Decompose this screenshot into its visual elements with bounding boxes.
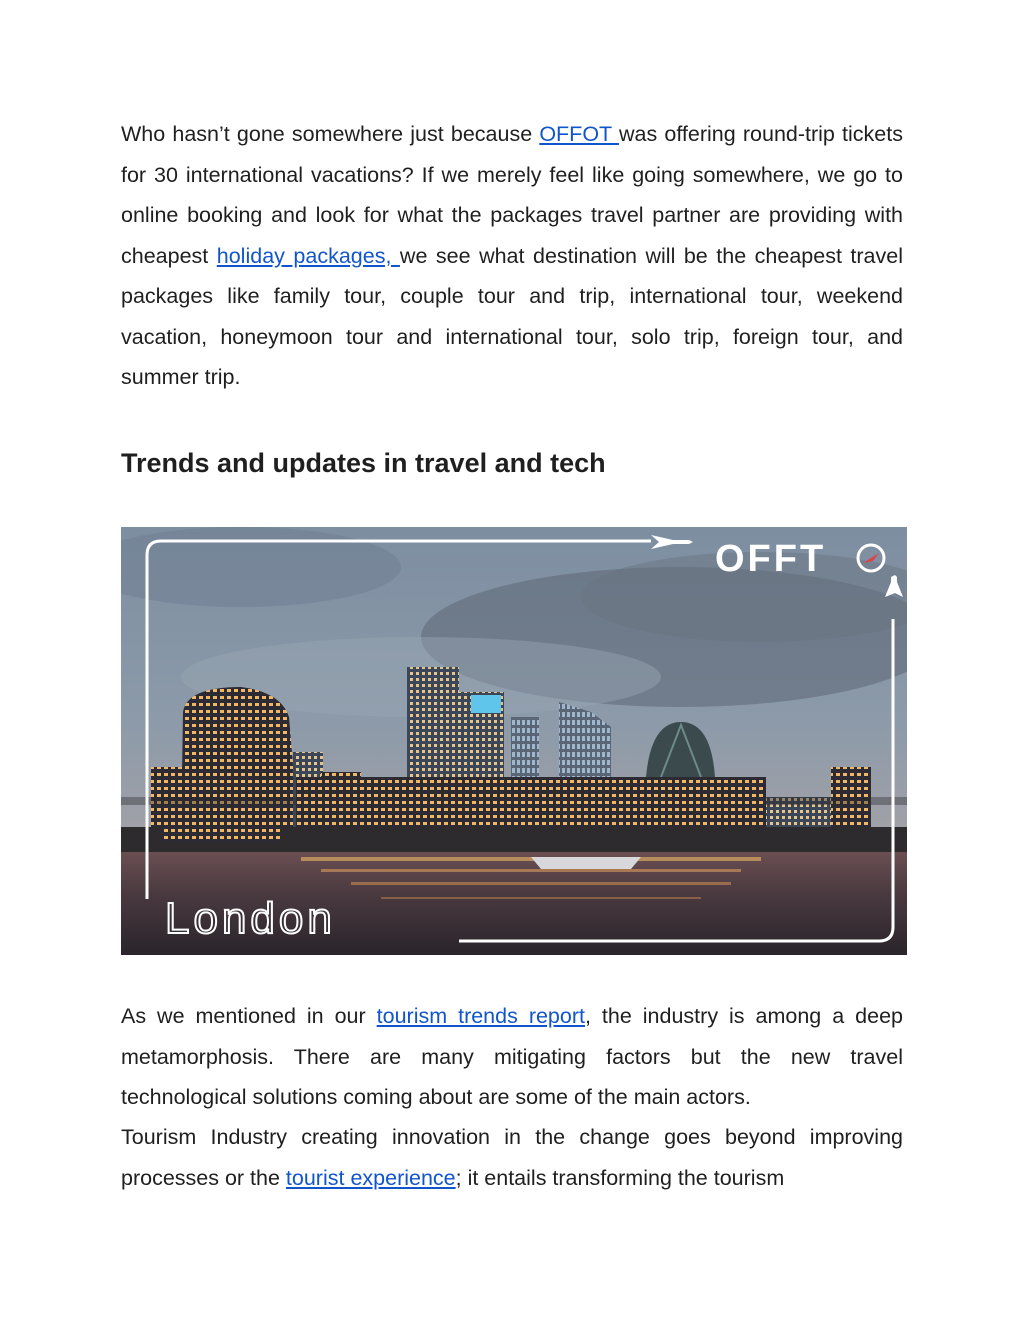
text-run: ; it entails transforming the tourism bbox=[455, 1165, 785, 1190]
text-run: we see what destination will be the cheapest travel packages like family tour, couple tour and trip, international tour, weekend vacation, honeymoon tour and international tour, solo trip, foreign tour, and summer trip. bbox=[121, 243, 903, 389]
innovation-paragraph bbox=[121, 1117, 903, 1198]
text-run: As we mentioned in our bbox=[121, 1004, 377, 1028]
trends-paragraph bbox=[121, 996, 903, 1118]
london-skyline-image bbox=[121, 527, 907, 955]
tourist-experience-link[interactable]: tourist experience bbox=[285, 1165, 456, 1190]
brand-logo: OFFT bbox=[715, 538, 827, 580]
city-label: London bbox=[165, 894, 336, 943]
boat bbox=[531, 857, 641, 869]
offot-link[interactable]: OFFOT bbox=[539, 122, 619, 146]
section-heading: Trends and updates in travel and tech bbox=[121, 448, 606, 478]
text-run: was offering round-trip tickets for 30 international vacations? If we merely feel like going somewhere, we go to online booking and look for what the packages travel partner are providing with cheapest bbox=[121, 122, 903, 268]
text-run: , the industry is among a deep metamorphosis. There are many mitigating factors but the new travel technological solutions coming about are some of the main actors. bbox=[121, 1004, 903, 1109]
tourism-trends-report-link[interactable]: tourism trends report bbox=[376, 1004, 585, 1028]
text-run: Who hasn’t gone somewhere just because bbox=[121, 122, 540, 146]
text-run: Tourism Industry creating innovation in the change goes beyond improving processes or the bbox=[121, 1125, 903, 1190]
holiday-packages-link[interactable]: holiday packages, bbox=[216, 243, 400, 268]
intro-paragraph bbox=[121, 114, 903, 398]
